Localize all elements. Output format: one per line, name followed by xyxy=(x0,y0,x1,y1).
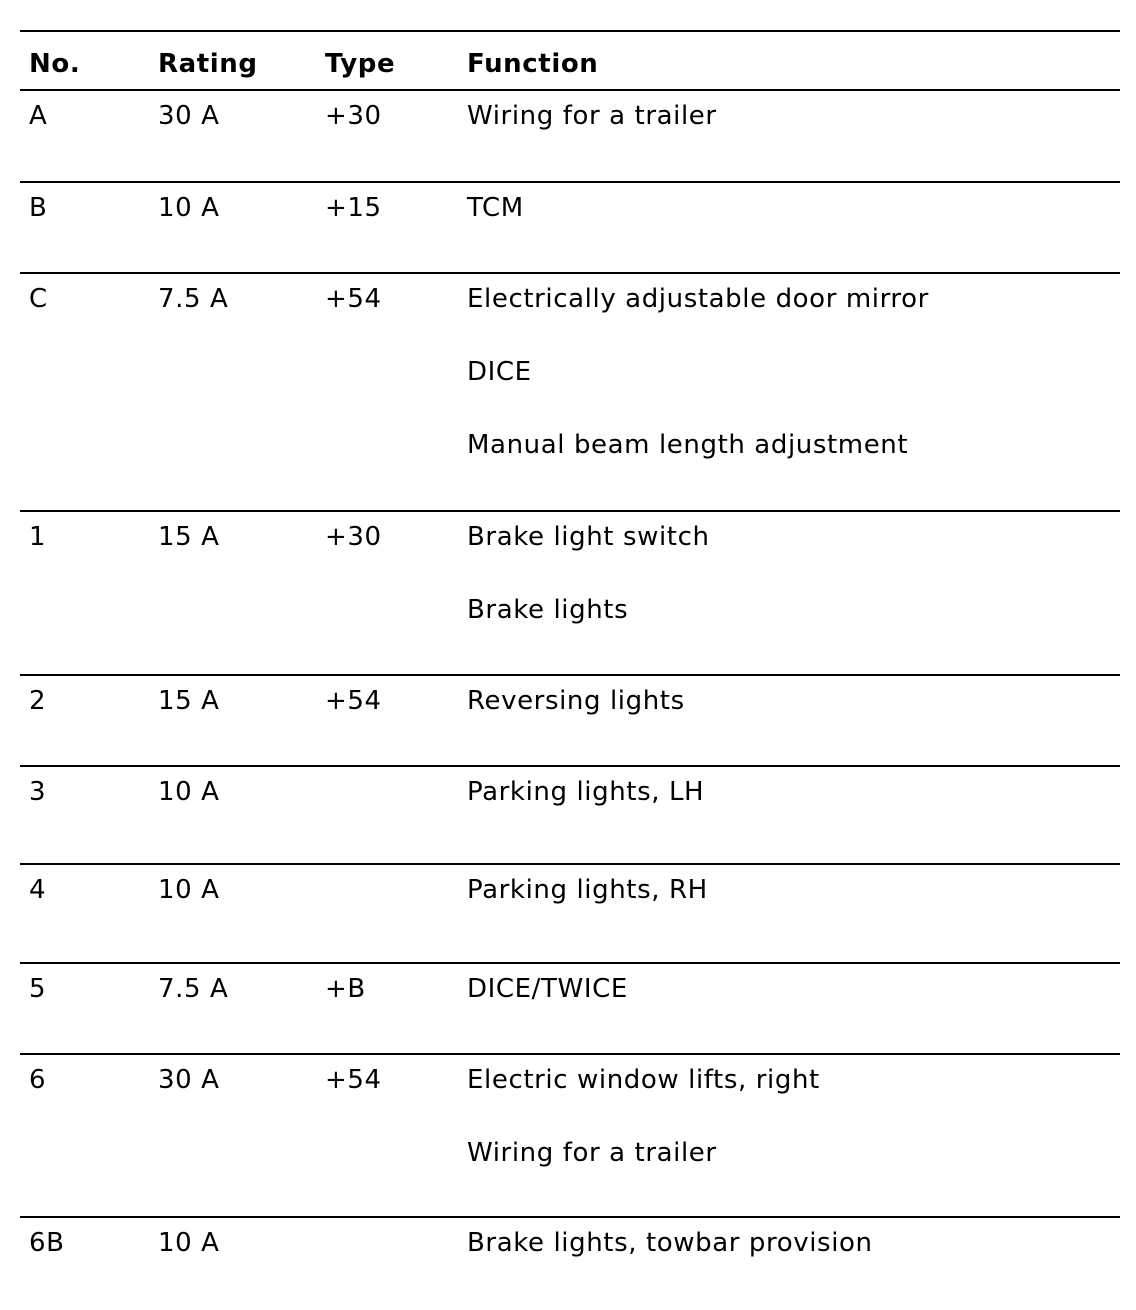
header-rating: Rating xyxy=(158,49,258,79)
cell-no: 4 xyxy=(29,875,47,905)
cell-rating: 15 A xyxy=(158,522,220,552)
fuse-table xyxy=(20,30,1120,1298)
function-list xyxy=(467,522,710,668)
cell-rating: 30 A xyxy=(158,1065,220,1095)
cell-no: 6 xyxy=(29,1065,47,1095)
header-no: No. xyxy=(29,49,81,79)
function-item: Electric window lifts, right xyxy=(467,1065,820,1095)
cell-rating: 10 A xyxy=(158,1228,220,1258)
cell-rating: 7.5 A xyxy=(158,284,229,314)
function-item: TCM xyxy=(467,193,524,223)
function-item: Reversing lights xyxy=(467,686,685,716)
table-row xyxy=(20,964,1120,1055)
function-item: Parking lights, LH xyxy=(467,777,705,807)
cell-rating: 10 A xyxy=(158,777,220,807)
cell-type: +B xyxy=(325,974,366,1004)
function-list xyxy=(467,1228,873,1301)
function-item: Wiring for a trailer xyxy=(467,101,717,131)
table-row xyxy=(20,274,1120,512)
cell-rating: 7.5 A xyxy=(158,974,229,1004)
cell-no: 3 xyxy=(29,777,47,807)
function-list xyxy=(467,974,628,1047)
function-item: Electrically adjustable door mirror xyxy=(467,284,929,314)
cell-rating: 30 A xyxy=(158,101,220,131)
cell-no: 6B xyxy=(29,1228,65,1258)
table-body xyxy=(20,91,1120,1298)
function-item: Brake light switch xyxy=(467,522,710,552)
function-item: Wiring for a trailer xyxy=(467,1138,717,1168)
function-list xyxy=(467,193,524,266)
function-list xyxy=(467,686,685,759)
header-type: Type xyxy=(325,49,396,79)
table-row xyxy=(20,1218,1120,1298)
cell-no: B xyxy=(29,193,48,223)
cell-type: +15 xyxy=(325,193,382,223)
function-list xyxy=(467,284,929,503)
table-row xyxy=(20,865,1120,964)
function-item: Parking lights, RH xyxy=(467,875,708,905)
cell-type: +30 xyxy=(325,101,382,131)
function-item: Brake lights xyxy=(467,595,629,625)
function-list xyxy=(467,101,717,174)
function-item: Brake lights, towbar provision xyxy=(467,1228,873,1258)
function-list xyxy=(467,875,708,948)
table-row xyxy=(20,91,1120,183)
cell-type: +54 xyxy=(325,686,382,716)
table-row xyxy=(20,1055,1120,1218)
function-item: DICE xyxy=(467,357,532,387)
cell-type: +30 xyxy=(325,522,382,552)
cell-rating: 10 A xyxy=(158,193,220,223)
function-list xyxy=(467,777,704,850)
table-header-row xyxy=(20,32,1120,91)
cell-type: +54 xyxy=(325,1065,382,1095)
table-row xyxy=(20,512,1120,676)
function-item: Manual beam length adjustment xyxy=(467,430,909,460)
cell-no: 1 xyxy=(29,522,47,552)
table-row xyxy=(20,183,1120,274)
cell-no: 5 xyxy=(29,974,47,1004)
table-row xyxy=(20,767,1120,865)
cell-no: 2 xyxy=(29,686,47,716)
function-item: DICE/TWICE xyxy=(467,974,628,1004)
cell-no: C xyxy=(29,284,48,314)
cell-rating: 10 A xyxy=(158,875,220,905)
function-list xyxy=(467,1065,820,1211)
header-function: Function xyxy=(467,49,599,79)
table-row xyxy=(20,676,1120,767)
cell-type: +54 xyxy=(325,284,382,314)
cell-rating: 15 A xyxy=(158,686,220,716)
cell-no: A xyxy=(29,101,48,131)
